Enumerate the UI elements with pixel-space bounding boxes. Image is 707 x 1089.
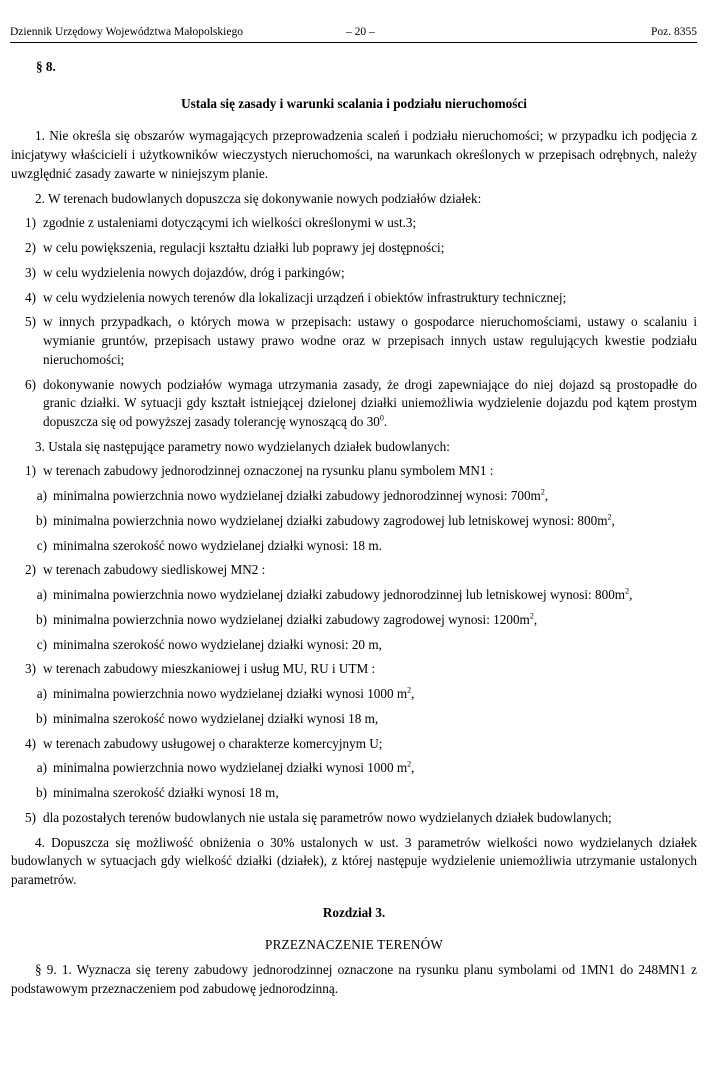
list-item: 5) dla pozostałych terenów budowlanych nie ustala się parametrów nowo wydzielanych działek budowlanych; [25, 809, 612, 825]
sub-item: a) minimalna powierzchnia nowo wydzielanej działki wynosi 1000 $m^2$, [36, 685, 415, 702]
sub-item: c) minimalna szerokość nowo wydzielanej działki wynosi: 18 m. [36, 537, 382, 553]
header-rule [10, 42, 697, 43]
sub-item: b) minimalna szerokość nowo wydzielanej działki wynosi 18 m, [36, 710, 379, 726]
sub-item: a) minimalna powierzchnia nowo wydzielanej działki zabudowy jednorodzinnej lub letniskowej wynosi: $800m^2$, [36, 586, 633, 603]
sub-item: a) minimalna powierzchnia nowo wydzielanej działki zabudowy jednorodzinnej wynosi: $700m^2$, [36, 487, 549, 504]
sub-item: b) minimalna szerokość działki wynosi 18 m, [36, 785, 279, 801]
list-item: 1) zgodnie z ustaleniami dotyczącymi ich wielkości określonymi w ust.3; [25, 215, 417, 231]
sub-item: b) minimalna powierzchnia nowo wydzielanej działki zabudowy zagrodowej lub letniskowej wynosi: $800m^2$, [36, 512, 615, 528]
list-item: 2) w terenach zabudowy siedliskowej MN2 : [25, 562, 266, 578]
list-item: 3) w celu wydzielenia nowych dojazdów, dróg i parkingów; [25, 264, 345, 280]
sub-item: c) minimalna szerokość nowo wydzielanej działki wynosi: 20 m, [36, 636, 382, 652]
division-list [11, 214, 697, 431]
sub-item: a) minimalna powierzchnia nowo wydzielanej działki wynosi 1000 $m^2$, [36, 759, 415, 776]
list-item: 4) w celu wydzielenia nowych terenów dla lokalizacji urządzeń i obiektów infrastruktury technicznej; [25, 289, 567, 305]
chapter-title: Rozdział 3. [322, 904, 386, 920]
sub-item: b) minimalna powierzchnia nowo wydzielanej działki zabudowy zagrodowej wynosi: $1200m^2$, [36, 611, 538, 627]
section-title: Ustala się zasady i warunki scalania i podziału nieruchomości [181, 95, 527, 111]
position-number: Poz. 8355 [651, 26, 697, 38]
document-body [11, 58, 697, 1005]
paragraph-4: 4. Dopuszcza się możliwość obniżenia o 30% ustalonych w ust. 3 parametrów wielkości nowo wydzielanych działek budowlanych w sytuacjach gdy wielkość działki (działek), z której następuje wydzielenie uniemożliwia utrzymanie ustalonych parametrów. [11, 834, 697, 887]
section-9-paragraph: § 9. 1. Wyznacza się tereny zabudowy jednorodzinnej oznaczone na rysunku planu symbolami od 1MN1 do 248MN1 z podstawowym przeznaczeniem pod zabudowę jednorodzinną. [11, 962, 697, 996]
list-item: 4) w terenach zabudowy usługowej o charakterze komercyjnym U; [25, 735, 383, 751]
page-header [10, 24, 697, 40]
paragraph-2: 2. W terenach budowlanych dopuszcza się dokonywanie nowych podziałów działek: [35, 190, 482, 206]
list-item: 5) w innych przypadkach, o których mowa w przepisach: ustawy o gospodarce nieruchomościami, ustawy o scalaniu i wymianie gruntów, przepisach ustawy prawo wodne oraz w przepisach innych ustaw regulujących kwestie podziału nieruchomości; [25, 314, 697, 367]
paragraph-3: 3. Ustala się następujące parametry nowo wydzielanych działek budowlanych: [35, 438, 450, 454]
page-number: – 20 – [346, 26, 375, 38]
chapter-subtitle: PRZEZNACZENIE TERENÓW [265, 937, 443, 953]
journal-title: Dziennik Urzędowy Województwa Małopolskiego [10, 26, 243, 38]
paragraph-1: 1. Nie określa się obszarów wymagających przeprowadzenia scaleń i podziału nieruchomości; w przypadku ich podjęcia z inicjatywy właścicieli i użytkowników wieczystych nieruchomości, na warunkach określonych w przepisach odrębnych, należy uwzględnić zasady zawarte w niniejszym planie. [11, 128, 697, 181]
section-mark: § 8. [36, 59, 56, 74]
list-item: 2) w celu powiększenia, regulacji kształtu działki lub poprawy jej dostępności; [25, 240, 445, 256]
list-item: 6) dokonywanie nowych podziałów wymaga utrzymania zasady, że drogi zapewniające do niej dojazd są prostopadłe do granic działki. W sytuacji gdy kształt istniejącej dzielonej działki uniemożliwia wydzielenie dojazdu pod kątem prostym dopuszcza się od powyższej zasady tolerancję wynoszącą do $30^0$. [25, 376, 697, 430]
list-item: 1) w terenach zabudowy jednorodzinnej oznaczonej na rysunku planu symbolem MN1 : [25, 463, 494, 479]
parameters-list [11, 462, 697, 827]
list-item: 3) w terenach zabudowy mieszkaniowej i usług MU, RU i UTM : [25, 661, 376, 677]
